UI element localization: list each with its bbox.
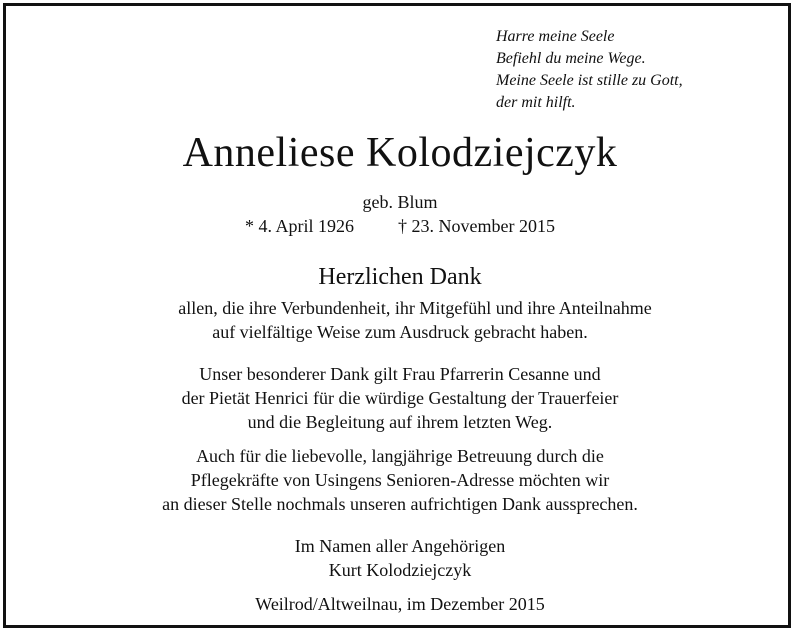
verse-line: Befiehl du meine Wege. <box>496 50 646 67</box>
verse-line: Meine Seele ist stille zu Gott, <box>496 72 683 89</box>
on-behalf-of: Im Namen aller Angehörigen <box>294 536 506 556</box>
deceased-name: Anneliese Kolodziejczyk <box>182 130 618 176</box>
thanks-heading: Herzlichen Dank <box>318 264 482 290</box>
signer-name: Kurt Kolodziejczyk <box>328 560 472 580</box>
place-and-date: Weilrod/Altweilnau, im Dezember 2015 <box>255 594 545 614</box>
thanks-paragraph-line: Pflegekräfte von Usingens Senioren-Adresse möchten wir <box>190 470 610 490</box>
thanks-paragraph-line: an dieser Stelle nochmals unseren aufrichtigen Dank aussprechen. <box>162 494 638 514</box>
verse-line: Harre meine Seele <box>496 28 615 45</box>
life-dates <box>0 214 800 238</box>
birth-date: * 4. April 1926 <box>245 216 355 236</box>
thanks-intro-line: auf vielfältige Weise zum Ausdruck gebracht haben. <box>212 322 588 342</box>
thanks-intro-line: allen, die ihre Verbundenheit, ihr Mitgefühl und ihre Anteilnahme <box>178 298 652 318</box>
thanks-paragraph-line: und die Begleitung auf ihrem letzten Weg. <box>247 412 553 432</box>
maiden-name: geb. Blum <box>362 192 438 212</box>
thanks-paragraph-line: der Pietät Henrici für die würdige Gestaltung der Trauerfeier <box>181 388 619 408</box>
thanks-paragraph-line: Unser besonderer Dank gilt Frau Pfarrerin Cesanne und <box>199 364 601 384</box>
verse-line: der mit hilft. <box>496 94 576 111</box>
thanks-paragraph-line: Auch für die liebevolle, langjährige Betreuung durch die <box>196 446 604 466</box>
death-date: † 23. November 2015 <box>398 216 555 236</box>
bible-verse <box>496 26 776 114</box>
